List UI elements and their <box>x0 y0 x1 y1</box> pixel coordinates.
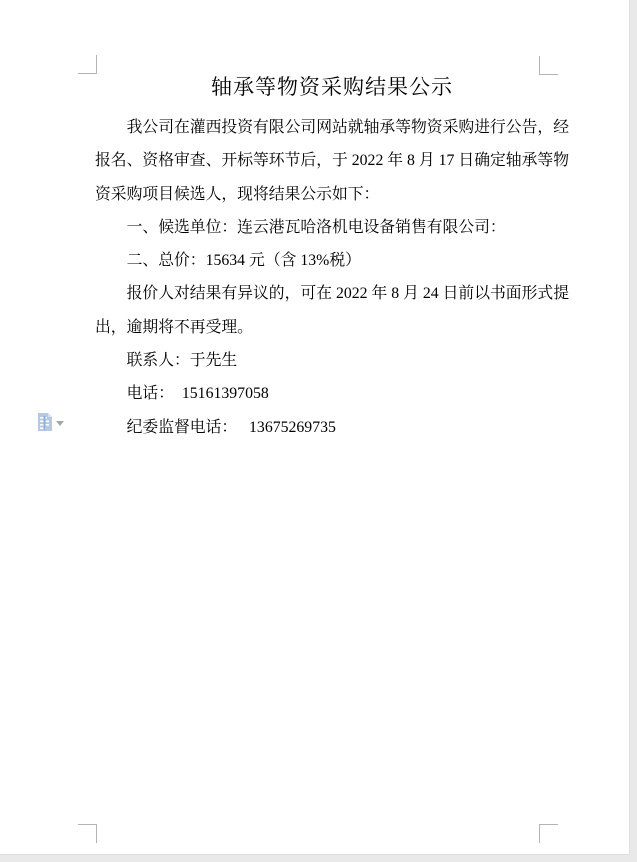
canvas-bottom-edge <box>0 854 630 862</box>
clipboard-paste-icon <box>37 412 53 432</box>
paragraph-objection: 报价人对结果有异议的，可在 2022 年 8 月 24 日前以书面形式提出，逾期将不再受理。 <box>95 285 569 336</box>
document-title: 轴承等物资采购结果公示 <box>211 75 453 99</box>
margin-mark-bottom-right <box>539 824 558 843</box>
paragraph-candidate: 一、候选单位：连云港瓦哈洛机电设备销售有限公司： <box>126 218 506 236</box>
chevron-down-icon <box>56 421 64 426</box>
paragraph-total-price: 二、总价：15634 元（含 13%税） <box>126 252 361 270</box>
paragraph-supervision-phone: 纪委监督电话： 13675269735 <box>126 418 336 436</box>
paragraph-contact: 联系人：于先生 <box>126 352 238 370</box>
scrollbar-track[interactable] <box>629 0 637 862</box>
paste-options-button[interactable] <box>37 410 71 434</box>
paragraph-phone: 电话： 15161397058 <box>126 385 269 403</box>
paragraph-intro: 我公司在灌西投资有限公司网站就轴承等物资采购进行公告，经报名、资格审查、开标等环节后，于 2022 年 8 月 17 日确定轴承等物资采购项目候选人，现将结果公示如下： <box>95 119 569 203</box>
margin-mark-bottom-left <box>78 824 97 843</box>
document-body <box>95 72 569 444</box>
